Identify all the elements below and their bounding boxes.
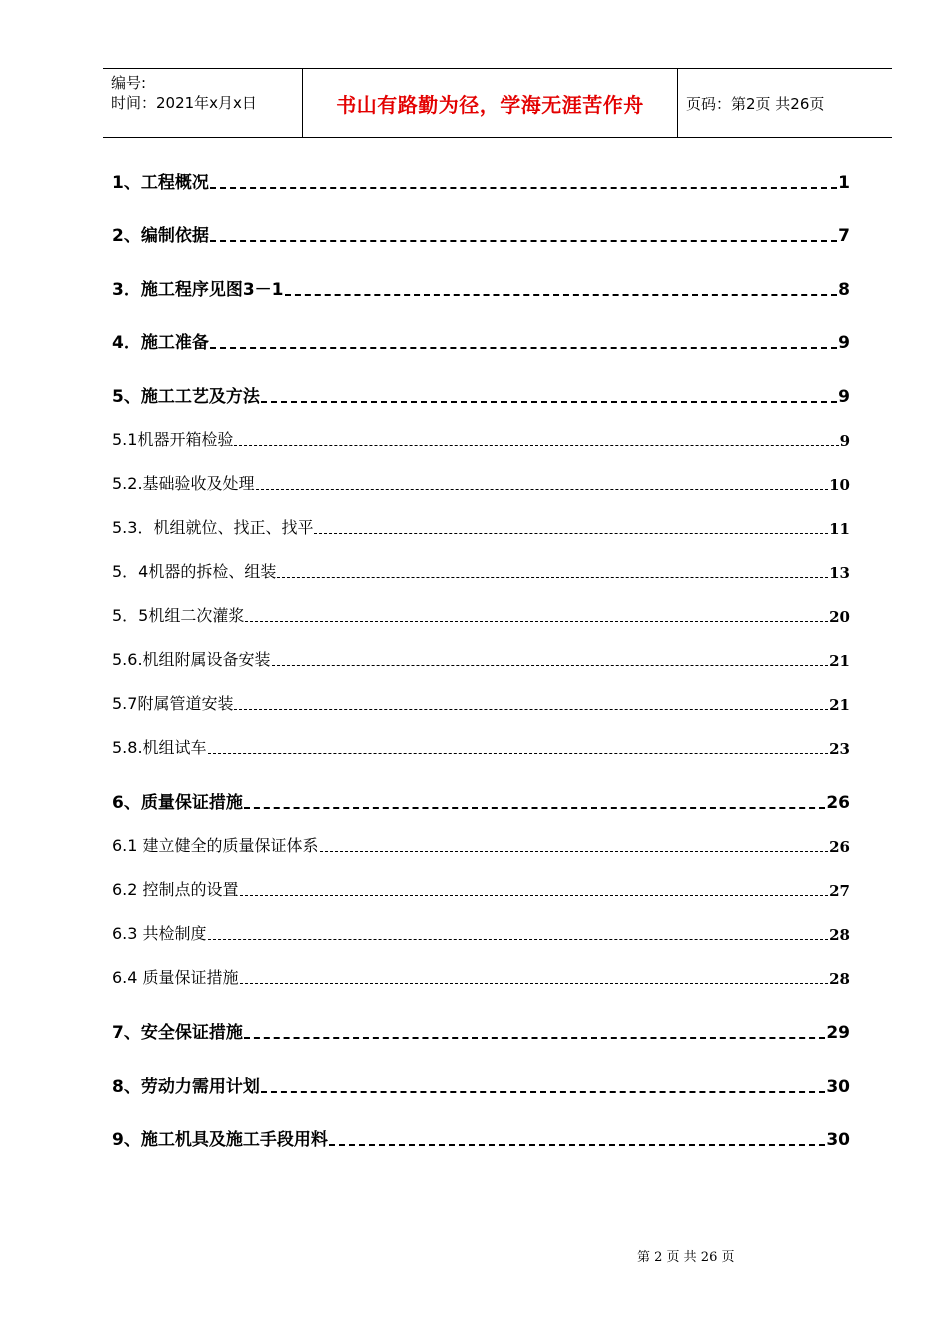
toc-entry-page: 28 — [829, 970, 850, 988]
toc-leader — [244, 807, 825, 809]
number-label: 编号: — [111, 74, 147, 92]
toc-leader — [320, 851, 829, 852]
toc-entry[interactable] — [112, 168, 850, 193]
toc-leader — [272, 665, 829, 666]
toc-leader — [277, 577, 828, 578]
toc-entry-title: 6.1 建立健全的质量保证体系 — [112, 836, 319, 855]
toc-leader — [210, 240, 837, 242]
toc-entry-title: 6.2 控制点的设置 — [112, 880, 239, 899]
toc-leader — [240, 983, 829, 984]
toc-entry-page: 30 — [826, 1130, 850, 1150]
toc-leader — [234, 709, 828, 710]
toc-entry-page: 23 — [829, 740, 850, 758]
toc-leader — [261, 401, 837, 403]
toc-entry[interactable] — [112, 735, 850, 758]
toc-entry-page: 9 — [839, 432, 850, 450]
toc-entry-title: 2、编制依据 — [112, 226, 209, 246]
toc-entry-title: 7、安全保证措施 — [112, 1023, 243, 1043]
toc-entry-page: 1 — [838, 173, 850, 193]
toc-entry-title: 6、质量保证措施 — [112, 793, 243, 813]
page-header — [103, 68, 892, 138]
toc-entry-page: 11 — [829, 520, 850, 538]
toc-entry-title: 5、施工工艺及方法 — [112, 387, 260, 407]
toc-leader — [261, 1091, 825, 1093]
toc-entry-title: 8、劳动力需用计划 — [112, 1077, 260, 1097]
toc-entry[interactable] — [112, 691, 850, 714]
toc-entry[interactable] — [112, 1018, 850, 1043]
toc-entry-page: 28 — [829, 926, 850, 944]
toc-entry[interactable] — [112, 328, 850, 353]
toc-entry-page: 7 — [838, 226, 850, 246]
page-footer: 第 2 页 共 26 页 — [637, 1250, 735, 1265]
toc-entry-page: 27 — [829, 882, 850, 900]
toc-leader — [240, 895, 829, 896]
toc-entry-title: 1、工程概况 — [112, 173, 209, 193]
toc-leader — [210, 187, 837, 189]
header-page-label: 页码：第2页 共26页 — [686, 94, 825, 113]
toc-entry[interactable] — [112, 965, 850, 988]
toc-entry[interactable] — [112, 559, 850, 582]
toc-leader — [210, 347, 837, 349]
toc-entry-title: 6.4 质量保证措施 — [112, 968, 239, 987]
toc-entry-title: 3．施工程序见图3－1 — [112, 280, 284, 300]
toc-entry[interactable] — [112, 833, 850, 856]
toc-entry[interactable] — [112, 382, 850, 407]
toc-entry[interactable] — [112, 515, 850, 538]
toc-leader — [208, 939, 829, 940]
toc-leader — [329, 1144, 826, 1146]
toc-leader — [245, 621, 828, 622]
toc-entry-title: 5.8.机组试车 — [112, 738, 207, 757]
toc-entry[interactable] — [112, 647, 850, 670]
toc-entry-title: 5.3．机组就位、找正、找平 — [112, 518, 314, 537]
toc-entry-page: 8 — [838, 280, 850, 300]
toc-entry[interactable] — [112, 275, 850, 300]
toc-leader — [314, 533, 828, 534]
toc-entry-title: 5.2.基础验收及处理 — [112, 474, 255, 493]
toc-entry-page: 26 — [829, 838, 850, 856]
toc-entry-title: 5.6.机组附属设备安装 — [112, 650, 271, 669]
toc-entry[interactable] — [112, 471, 850, 494]
time-label: 时间：2021年x月x日 — [111, 94, 257, 112]
toc-entry-page: 13 — [829, 564, 850, 582]
header-meta — [103, 69, 303, 137]
toc-entry-page: 9 — [838, 333, 850, 353]
header-motto: 书山有路勤为径，学海无涯苦作舟 — [303, 69, 678, 137]
toc-entry-page: 21 — [829, 652, 850, 670]
toc-entry-title: 5．4机器的拆检、组装 — [112, 562, 277, 581]
toc-entry[interactable] — [112, 1125, 850, 1150]
toc-entry-page: 9 — [838, 387, 850, 407]
toc-leader — [256, 489, 829, 490]
toc-entry-page: 30 — [826, 1077, 850, 1097]
toc-leader — [244, 1037, 825, 1039]
toc-entry-page: 20 — [829, 608, 850, 626]
toc-entry-title: 6.3 共检制度 — [112, 924, 207, 943]
toc-entry[interactable] — [112, 788, 850, 813]
toc-leader — [208, 753, 829, 754]
toc-entry-title: 4．施工准备 — [112, 333, 209, 353]
toc-entry[interactable] — [112, 921, 850, 944]
toc-entry-page: 21 — [829, 696, 850, 714]
toc-leader — [285, 294, 838, 296]
toc-entry-page: 26 — [826, 793, 850, 813]
toc-entry-title: 5.1机器开箱检验 — [112, 430, 234, 449]
toc-entry[interactable] — [112, 221, 850, 246]
toc-entry-title: 5.7附属管道安装 — [112, 694, 234, 713]
toc-entry[interactable] — [112, 877, 850, 900]
toc-entry-title: 9、施工机具及施工手段用料 — [112, 1130, 328, 1150]
toc-entry[interactable] — [112, 427, 850, 450]
toc-entry-page: 29 — [826, 1023, 850, 1043]
toc-entry-title: 5．5机组二次灌浆 — [112, 606, 245, 625]
toc-entry[interactable] — [112, 1072, 850, 1097]
toc-entry[interactable] — [112, 603, 850, 626]
toc-leader — [234, 445, 838, 446]
toc-entry-page: 10 — [829, 476, 850, 494]
